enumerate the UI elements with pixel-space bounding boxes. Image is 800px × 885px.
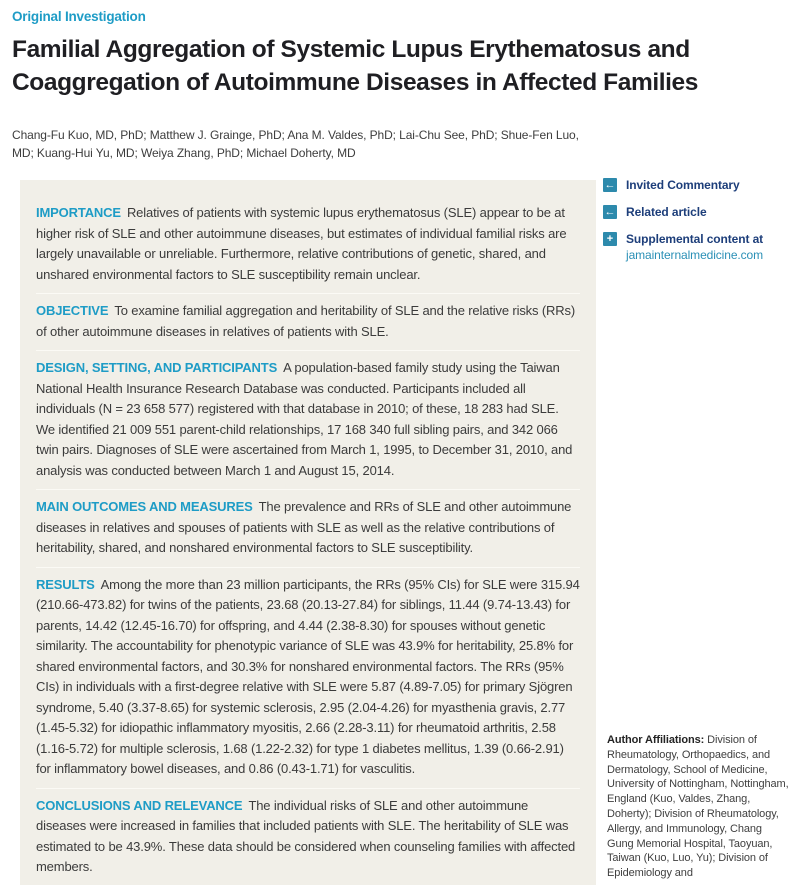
arrow-left-icon: ← [604, 206, 616, 218]
abstract-section-objective [36, 293, 580, 350]
abstract-section-conclusions [36, 788, 580, 885]
article-authors: Chang-Fu Kuo, MD, PhD; Matthew J. Grainge, PhD; Ana M. Valdes, PhD; Lai-Chu See, PhD; Shue-Fen Luo, MD; Kuang-Hui Yu, MD; Weiya Zhang, PhD; Michael Doherty, MD [12, 128, 579, 160]
section-text: The prevalence and RRs of SLE and other autoimmune diseases in relatives and spouses of patients with SLE as well as the relative contributions of heritability, shared, and nonshared environmental factors to SLE susceptibility. [36, 499, 572, 555]
affiliations-text: Division of Rheumatology, Orthopaedics, and Dermatology, School of Medicine, University of Nottingham, Nottingham, England (Kuo, Valdes, Zhang, Doherty); Division of Rheumatology, Allergy, and Immunology, Chang Gung Memorial Hospital, Taoyuan, Taiwan (Kuo, Luo, Yu); Division of Epidemiology and [607, 734, 789, 880]
section-label: OBJECTIVE [36, 303, 109, 318]
related-links [603, 178, 793, 275]
journal-url-link[interactable]: jamainternalmedicine.com [626, 248, 763, 262]
section-text: The individual risks of SLE and other autoimmune diseases were increased in families that included patients with SLE. The heritability of SLE was estimated to be 43.9%. These data should be considered when counseling families with affected members. [36, 797, 576, 874]
abstract-section-design [36, 350, 580, 489]
link-label: Related article [626, 205, 707, 219]
arrow-left-icon: ← [604, 179, 616, 191]
section-text: Relatives of patients with systemic lupus erythematosus (SLE) appear to be at higher risk of SLE and other autoimmune diseases, but estimates of individual familial risks are largely unavailable or unreliable. Furthermore, relative contributions of genetic, shared, and unshared environmental factors to SLE susceptibility remain unclear. [36, 205, 567, 282]
abstract-section-importance [36, 203, 580, 293]
link-label: Invited Commentary [626, 178, 740, 192]
plus-icon: + [603, 232, 617, 246]
section-label: DESIGN, SETTING, AND PARTICIPANTS [36, 360, 278, 375]
related-article-link[interactable] [603, 205, 793, 220]
section-label: CONCLUSIONS AND RELEVANCE [36, 797, 243, 813]
section-label: MAIN OUTCOMES AND MEASURES [36, 499, 253, 514]
section-text: A population-based family study using the Taiwan National Health Insurance Research Database was conducted. Participants included all individuals (N = 23 658 577) registered with that database in 2010; of these, 18 283 had SLE. We identified 21 009 551 parent-child relationships, 17 168 340 full sibling pairs, and 342 066 twin pairs. Diagnoses of SLE were ascertained from March 1, 1995, to December 31, 2010, and analysis was conducted between March 1 and August 15, 2014. [36, 360, 573, 478]
abstract-section-main-outcomes [36, 489, 580, 567]
section-text: Among the more than 23 million participants, the RRs (95% CIs) for SLE were 315.94 (210.66-473.82) for twins of the patients, 23.68 (20.13-27.84) for siblings, 11.44 (9.74-13.43) for parents, 14.42 (12.45-16.70) for offspring, and 4.44 (2.38-8.30) for spouses without genetic similarity. The accountability for phenotypic variance of SLE was 43.9% for heritability, 25.8% for shared environmental factors, and 30.3% for nonshared environmental factors. The RRs (95% CIs) in individuals with a first-degree relative with SLE were 5.87 (4.89-7.05) for primary Sjögren syndrome, 5.40 (3.37-8.65) for systemic sclerosis, 2.95 (2.04-4.26) for myasthenia gravis, 2.77 (1.45-5.32) for idiopathic inflammatory myositis, 2.66 (2.28-3.11) for rheumatoid arthritis, 2.58 (1.16-5.72) for multiple sclerosis, 1.68 (1.22-2.32) for type 1 diabetes mellitus, 1.39 (0.66-2.91) for inflammatory bowel diseases, and 0.86 (0.43-1.71) for vasculitis. [36, 576, 580, 776]
author-affiliations [607, 733, 791, 881]
section-label: IMPORTANCE [36, 205, 121, 220]
abstract-section-results [36, 567, 580, 788]
section-label: RESULTS [36, 576, 95, 592]
affiliations-label: Author Affiliations: [607, 734, 705, 746]
link-label: Supplemental content at [626, 232, 764, 246]
invited-commentary-link[interactable] [603, 178, 793, 193]
supplemental-content-link[interactable] [603, 232, 793, 263]
article-title: Familial Aggregation of Systemic Lupus Erythematosus and Coaggregation of Autoimmune Diseases in Affected Families [12, 36, 699, 96]
abstract-box [20, 180, 596, 885]
article-category: Original Investigation [12, 9, 146, 24]
section-text: To examine familial aggregation and heritability of SLE and the relative risks (RRs) of other autoimmune diseases in relatives of patients with SLE. [36, 303, 576, 339]
